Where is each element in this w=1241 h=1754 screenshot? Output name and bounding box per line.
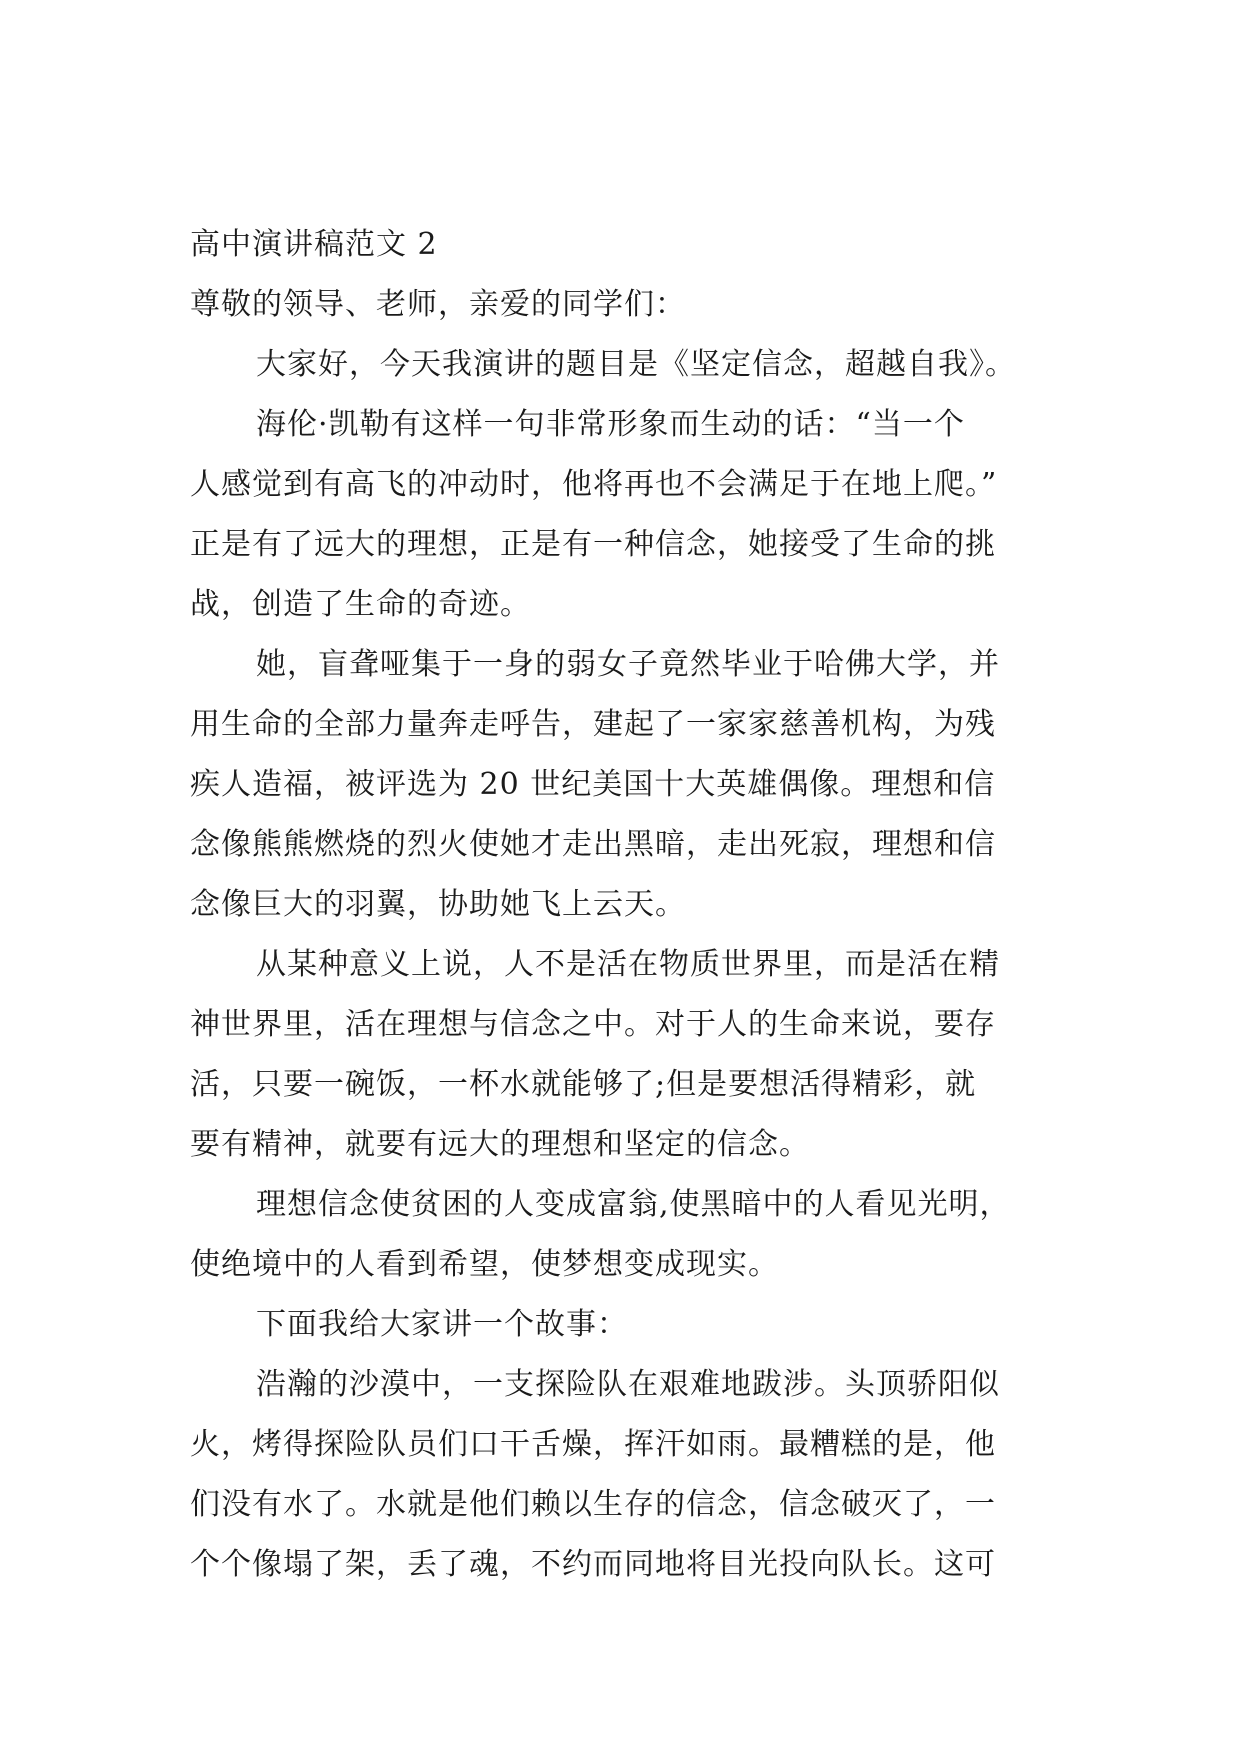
paragraph-line: 使绝境中的人看到希望，使梦想变成现实。: [190, 1247, 779, 1282]
paragraph-line: 神世界里，活在理想与信念之中。对于人的生命来说，要存: [190, 1007, 996, 1042]
document-title: 高中演讲稿范文 2: [190, 227, 438, 262]
paragraph-line: 要有精神，就要有远大的理想和坚定的信念。: [190, 1127, 810, 1162]
paragraph-line: 疾人造福，被评选为 20 世纪美国十大英雄偶像。理想和信: [190, 767, 996, 802]
paragraph-line: 她，盲聋哑集于一身的弱女子竟然毕业于哈佛大学，并: [256, 647, 1000, 682]
paragraph-line: 浩瀚的沙漠中，一支探险队在艰难地跋涉。头顶骄阳似: [256, 1367, 1000, 1402]
paragraph-line: 用生命的全部力量奔走呼告，建起了一家家慈善机构，为残: [190, 707, 996, 742]
paragraph-line: 海伦·凯勒有这样一句非常形象而生动的话：“当一个: [256, 407, 965, 442]
paragraph-line: 人感觉到有高飞的冲动时，他将再也不会满足于在地上爬。”: [190, 467, 998, 502]
paragraph-line: 个个像塌了架，丢了魂，不约而同地将目光投向队长。这可: [190, 1547, 996, 1582]
document-body: [190, 215, 1070, 1595]
paragraph-line: 正是有了远大的理想，正是有一种信念，她接受了生命的挑: [190, 527, 996, 562]
salutation: 尊敬的领导、老师，亲爱的同学们：: [190, 287, 686, 322]
paragraph-line: 从某种意义上说，人不是活在物质世界里，而是活在精: [256, 947, 1000, 982]
paragraph-line: 战，创造了生命的奇迹。: [190, 587, 531, 622]
paragraph-line: 火，烤得探险队员们口干舌燥，挥汗如雨。最糟糕的是，他: [190, 1427, 996, 1462]
paragraph-line: 念像巨大的羽翼，协助她飞上云天。: [190, 887, 686, 922]
paragraph-line: 下面我给大家讲一个故事：: [256, 1307, 628, 1342]
paragraph-line: 念像熊熊燃烧的烈火使她才走出黑暗，走出死寂，理想和信: [190, 827, 996, 862]
paragraph-line: 大家好，今天我演讲的题目是《坚定信念，超越自我》。: [256, 347, 1016, 382]
paragraph-line: 理想信念使贫困的人变成富翁,使黑暗中的人看见光明，: [256, 1187, 1011, 1222]
paragraph-line: 活，只要一碗饭，一杯水就能够了;但是要想活得精彩，就: [190, 1067, 977, 1102]
paragraph-line: 们没有水了。水就是他们赖以生存的信念，信念破灭了，一: [190, 1487, 996, 1522]
